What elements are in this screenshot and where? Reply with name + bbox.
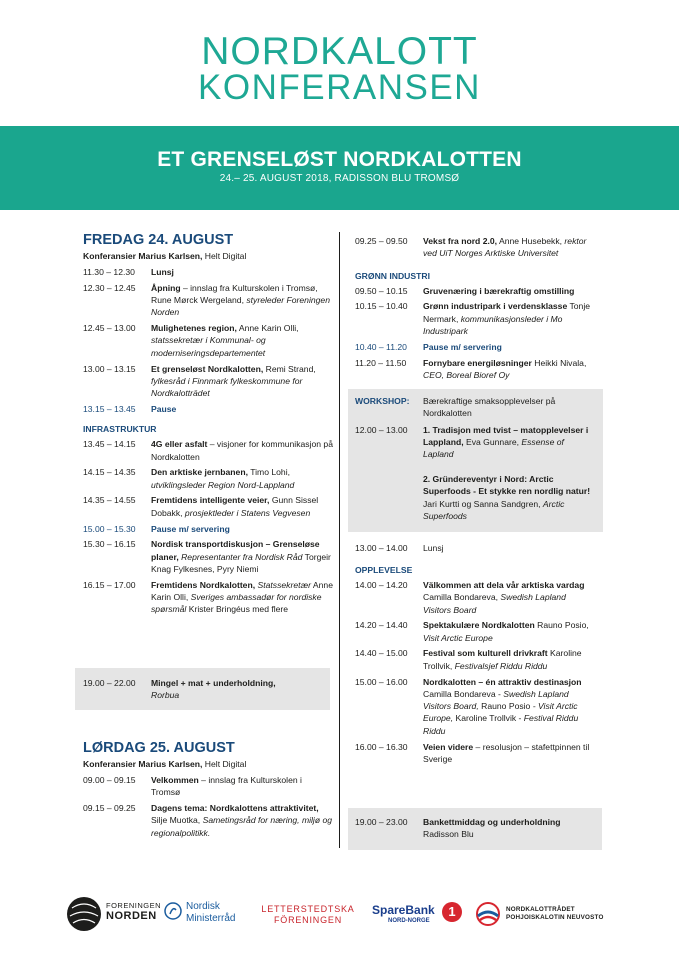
foreningen-text: FORENINGEN: [106, 901, 162, 910]
section-heading-experience: OPPLEVELSE: [355, 564, 413, 575]
program-row: 15.30 – 16.15 Nordisk transportdiskusjon – Grenseløse planer, Representanter fra Nordisk Råd Torgeir Knag Fylkesnes, Pyry Niemi: [83, 539, 331, 574]
program-row: 14.35 – 14.55 Fremtidens intelligente veier, Gunn Sissel Dobakk, prosjektleder i Statens Vegvesen: [83, 495, 319, 518]
pohjoiskalotin-text: POHJOISKALOTIN NEUVOSTO: [506, 914, 604, 921]
program-row: 13.00 – 13.15 Et grenseløst Nordkalotten, Remi Strand, fylkesråd i Finnmark fylkeskommune for Nordkalotträdet: [83, 363, 316, 399]
program-row: 11.30 – 12.30 Lunsj: [83, 267, 174, 277]
nord-norge-text: NORD-NORGE: [388, 918, 430, 924]
section-heading-infrastructure: INFRASTRUKTUR: [83, 424, 157, 435]
program-row: 16.15 – 17.00 Fremtidens Nordkalotten, Statssekretær Anne Karin Olli, Sveriges ambassadør for nordiske spørsmål Krister Bringéus med flere: [83, 579, 333, 615]
workshop-header: WORKSHOP: Bærekraftige smaksopplevelser på Nordkalotten: [355, 396, 556, 419]
program-row: 09.50 – 10.15 Gruvenæring i bærekraftig omstilling: [355, 285, 575, 296]
sparebank-text: SpareBank: [372, 903, 435, 917]
workshop-box: [348, 389, 603, 531]
program-row: 09.00 – 09.15 Velkommen – innslag fra Kulturskolen i Tromsø: [83, 775, 302, 798]
program-row: 19.00 – 22.00 Mingel + mat + underholdning, Rorbua: [83, 678, 276, 701]
saturday-block: [83, 740, 333, 842]
lunch-row: 13.00 – 14.00 Lunsj: [355, 542, 444, 553]
friday-heading: FREDAG 24. AUGUST: [83, 232, 234, 248]
letterstedtska-logo: [258, 904, 358, 926]
pause-row: 13.15 – 13.45 Pause: [83, 403, 177, 414]
partner-logos: [0, 890, 679, 940]
banquet-box: [348, 808, 602, 850]
saturday-host: Konferansier Marius Karlsen, Helt Digital: [83, 759, 247, 769]
nordisk-ministerrad-logo: [164, 901, 236, 925]
evening-box: [75, 668, 330, 710]
conference-logo-line1: NORDKALOTT: [201, 30, 478, 73]
program-row: 13.45 – 14.15 4G eller asfalt – visjoner for kommunikasjon på Nordkalotten: [83, 439, 333, 462]
banner-subtitle: 24.– 25. AUGUST 2018, RADISSON BLU TROMSØ: [219, 173, 460, 184]
title-banner: [0, 126, 679, 210]
program-row: 12.30 – 12.45 Åpning – innslag fra Kulturskolen i Tromsø, Rune Mørck Wergeland, styreleder Foreningen Norden: [83, 282, 330, 318]
swan-icon: [164, 902, 182, 920]
banner-title: ET GRENSELØST NORDKALOTTEN: [157, 148, 522, 171]
program-row: 14.20 – 14.40 Spektakulære Nordkalotten Rauno Posio, Visit Arctic Europe: [355, 620, 589, 643]
program-row: 16.00 – 16.30 Veien videre – resolusjon – stafettpinnen til Sverige: [355, 741, 590, 764]
program-row: 11.20 – 11.50 Fornybare energiløsninger Heikki Nivala, CEO, Boreal Bioref Oy: [355, 357, 587, 380]
saturday-heading: LØRDAG 25. AUGUST: [83, 740, 235, 756]
program-row: 09.15 – 09.25 Dagens tema: Nordkalottens attraktivitet, Silje Muotka, Sametingsråd for næring, miljø og regionalpolitikk.: [83, 803, 333, 838]
program-row: 12.45 – 13.00 Mulighetenes region, Anne Karin Olli, statssekretær i Kommunal- og moderniseringsdepartementet: [83, 323, 299, 358]
sparebank-one-icon: 1: [442, 902, 462, 922]
pause-row: 10.40 – 11.20 Pause m/ servering: [355, 341, 502, 352]
program-row: 10.15 – 10.40 Grønn industripark i verdensklasse Tonje Nermark, kommunikasjonsleder i Mo Industripark: [355, 301, 591, 336]
program-row: 14.15 – 14.35 Den arktiske jernbanen, Timo Lohi, utviklingsleder Region Nord-Lappland: [83, 467, 295, 490]
program-row: 14.00 – 14.20 Välkommen att dela vår arktiska vardag Camilla Bondareva, Swedish Lapland Visitors Board: [355, 579, 585, 615]
sparebank-logo: [372, 904, 466, 925]
pause-row: 15.00 – 15.30 Pause m/ servering: [83, 523, 230, 534]
friday-host: Konferansier Marius Karlsen, Helt Digital: [83, 251, 247, 261]
program-row: 19.00 – 23.00 Bankettmiddag og underholdning Radisson Blu: [355, 817, 561, 840]
ministerrad-text: Ministerråd: [186, 913, 236, 924]
nordisk-text: Nordisk: [186, 901, 220, 912]
left-column: [83, 232, 333, 619]
foreningen-norden-logo: [66, 896, 162, 937]
section-heading-green-industry: GRØNN INDUSTRI: [355, 270, 430, 281]
norden-text: NORDEN: [106, 910, 157, 922]
nordkalott-emblem-icon: [476, 902, 500, 926]
workshop-row: 12.00 – 13.00 1. Tradisjon med tvist – matopplevelser i Lappland, Eva Gunnare, Essense of Lapland 2. Gründereventyr i Nord: Arctic Superfoods - Et stykke ren nordlig natur! Jari Kurtti og Sanna Sandgren, Arctic Superfoods: [355, 424, 591, 521]
globe-icon: [66, 896, 102, 932]
right-column: [355, 235, 595, 769]
foreningen-sv-text: FÖRENINGEN: [273, 915, 342, 925]
nordkalottradet-logo: [476, 902, 604, 931]
program-row: 14.40 – 15.00 Festival som kulturell drivkraft Karoline Trollvik, Festivalsjef Riddu Riddu: [355, 648, 582, 671]
column-divider: [339, 232, 340, 848]
conference-logo-line2: KONFERANSEN: [198, 68, 481, 107]
letterstedtska-text: LETTERSTEDTSKA: [261, 904, 355, 914]
program-row: 09.25 – 09.50 Vekst fra nord 2.0, Anne Husebekk, rektor ved UiT Norges Arktiske Universitet: [355, 236, 587, 259]
nordkalottradet-text: NORDKALOTTRÅDET: [506, 906, 575, 913]
program-row: 15.00 – 16.00 Nordkalotten – én attraktiv destinasjon Camilla Bondareva - Swedish Lapland Visitors Board, Rauno Posio - Visit Arctic Europe, Karoline Trollvik - Festival Riddu Riddu: [355, 676, 582, 736]
